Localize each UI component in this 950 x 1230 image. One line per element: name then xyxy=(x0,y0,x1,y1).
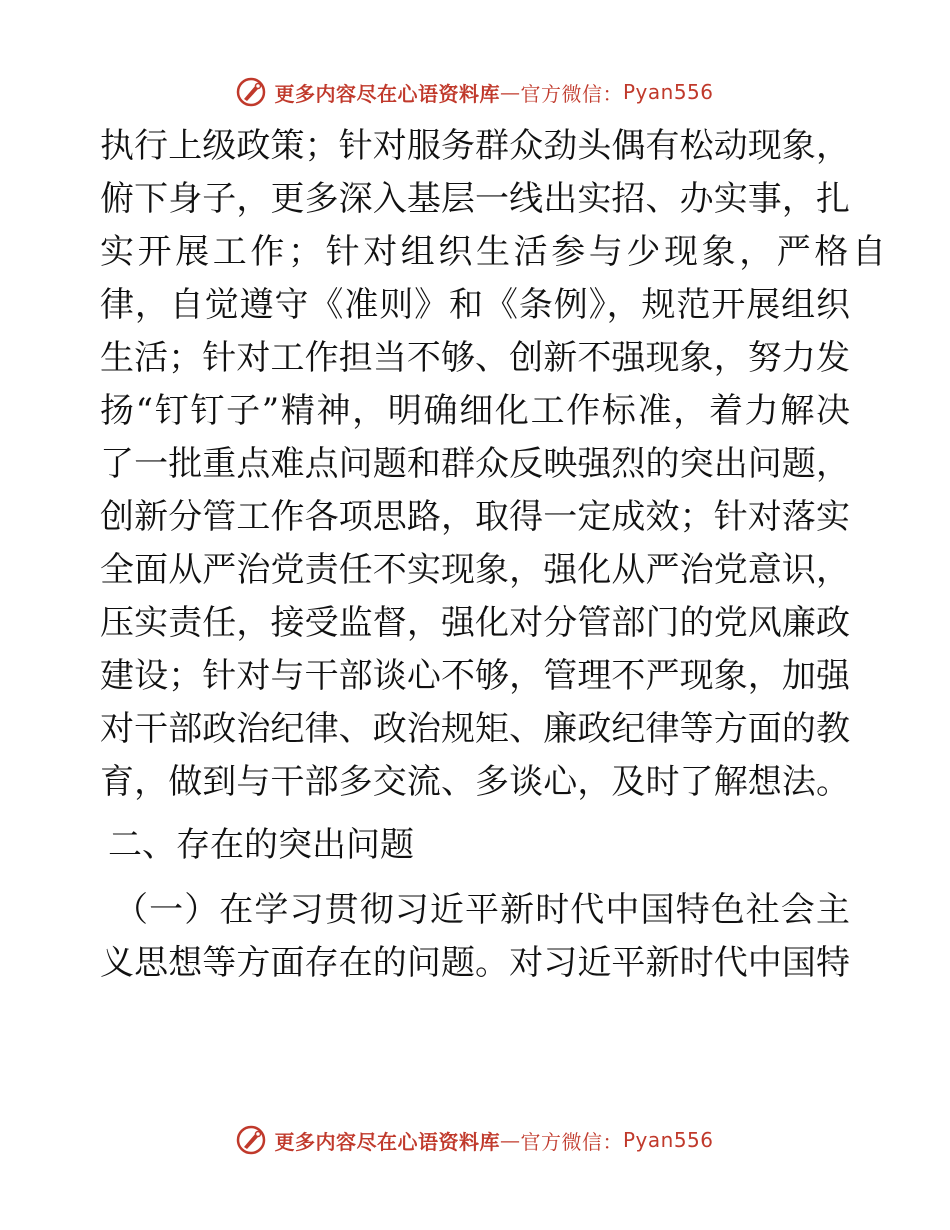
header-watermark xyxy=(0,72,950,112)
body-line: 执行上级政策；针对服务群众劲头偶有松动现象， xyxy=(100,126,850,166)
quill-logo-icon xyxy=(236,77,266,107)
watermark-dash: — xyxy=(499,80,521,104)
body-line: 育，做到与干部多交流、多谈心，及时了解想法。 xyxy=(100,762,850,802)
body-line: 全面从严治党责任不实现象，强化从严治党意识， xyxy=(100,550,850,590)
watermark-main-text: 更多内容尽在心语资料库 xyxy=(274,1129,500,1154)
body-line: 生活；针对工作担当不够、创新不强现象，努力发 xyxy=(100,338,850,378)
watermark-main-text: 更多内容尽在心语资料库 xyxy=(274,81,500,106)
body-line: 对干部政治纪律、政治规矩、廉政纪律等方面的教 xyxy=(100,709,850,749)
watermark-id: Pyan556 xyxy=(622,1128,714,1152)
body-line: 压实责任，接受监督，强化对分管部门的党风廉政 xyxy=(100,603,850,643)
section-heading: 二、存在的突出问题 xyxy=(108,825,414,865)
body-line: 建设；针对与干部谈心不够，管理不严现象，加强 xyxy=(100,656,850,696)
watermark-dash: — xyxy=(499,1128,521,1152)
document-body xyxy=(100,120,890,990)
body-line: 了一批重点难点问题和群众反映强烈的突出问题， xyxy=(100,444,850,484)
watermark-sub-text: 官方微信： xyxy=(520,1129,623,1154)
watermark-id: Pyan556 xyxy=(622,80,714,104)
quill-logo-icon xyxy=(236,1125,266,1155)
subsection-line: （一）在学习贯彻习近平新时代中国特色社会主 xyxy=(114,890,850,930)
body-line: 俯下身子，更多深入基层一线出实招、办实事，扎 xyxy=(100,179,850,219)
subsection-line: 义思想等方面存在的问题。对习近平新时代中国特 xyxy=(100,943,850,983)
body-line: 律，自觉遵守《准则》和《条例》，规范开展组织 xyxy=(100,285,850,325)
body-line: 实开展工作；针对组织生活参与少现象，严格自 xyxy=(100,232,890,272)
body-line: 创新分管工作各项思路，取得一定成效；针对落实 xyxy=(100,497,850,537)
body-line: 扬“钉钉子”精神，明确细化工作标准，着力解决 xyxy=(100,391,850,431)
footer-watermark xyxy=(0,1120,950,1160)
watermark-sub-text: 官方微信： xyxy=(520,81,623,106)
